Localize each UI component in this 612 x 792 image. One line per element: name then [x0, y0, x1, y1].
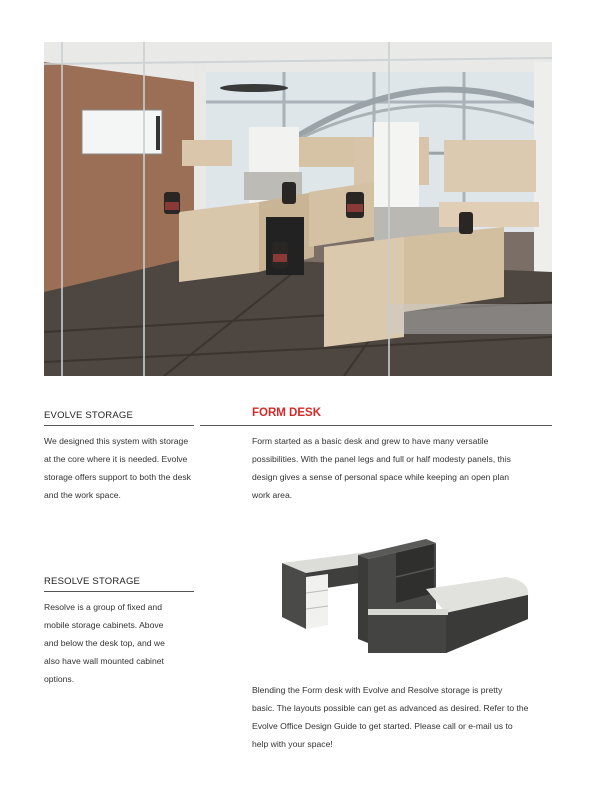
form-line: possibilities. With the panel legs and full or half modesty panels, this: [252, 454, 511, 464]
resolve-storage-heading: RESOLVE STORAGE: [44, 576, 141, 587]
resolve-line: Resolve is a group of fixed and: [44, 602, 162, 612]
form-heading-rule: [200, 425, 552, 426]
form-line: design gives a sense of personal space while keeping an open plan: [252, 472, 510, 482]
hero-office-photo: [44, 42, 552, 376]
form-desk-text: [252, 432, 552, 504]
blending-line: Blending the Form desk with Evolve and Resolve storage is pretty: [252, 685, 503, 695]
form-desk-product-image: [276, 533, 534, 668]
blending-line: help with your space!: [252, 739, 333, 749]
evolve-line: storage offers support to both the desk: [44, 472, 191, 482]
resolve-line: and below the desk top, and we: [44, 638, 165, 648]
evolve-storage-text: [44, 432, 224, 504]
form-desk-heading: FORM DESK: [252, 407, 321, 419]
desk-illustration: [276, 533, 534, 668]
blending-line: Evolve Office Design Guide to get started. Please call or e-mail us to: [252, 721, 513, 731]
office-illustration: [44, 42, 552, 376]
resolve-line: options.: [44, 674, 75, 684]
resolve-line: mobile storage cabinets. Above: [44, 620, 164, 630]
form-line: work area.: [252, 490, 293, 500]
resolve-line: also have wall mounted cabinet: [44, 656, 164, 666]
blending-text: [252, 681, 562, 753]
blending-line: basic. The layouts possible can get as advanced as desired. Refer to the: [252, 703, 529, 713]
evolve-line: and the work space.: [44, 490, 121, 500]
evolve-line: We designed this system with storage: [44, 436, 189, 446]
form-line: Form started as a basic desk and grew to have many versatile: [252, 436, 489, 446]
resolve-storage-text: [44, 598, 214, 688]
evolve-storage-heading: EVOLVE STORAGE: [44, 410, 134, 421]
evolve-line: at the core where it is needed. Evolve: [44, 454, 188, 464]
resolve-heading-rule: [44, 591, 194, 592]
evolve-heading-rule: [44, 425, 194, 426]
